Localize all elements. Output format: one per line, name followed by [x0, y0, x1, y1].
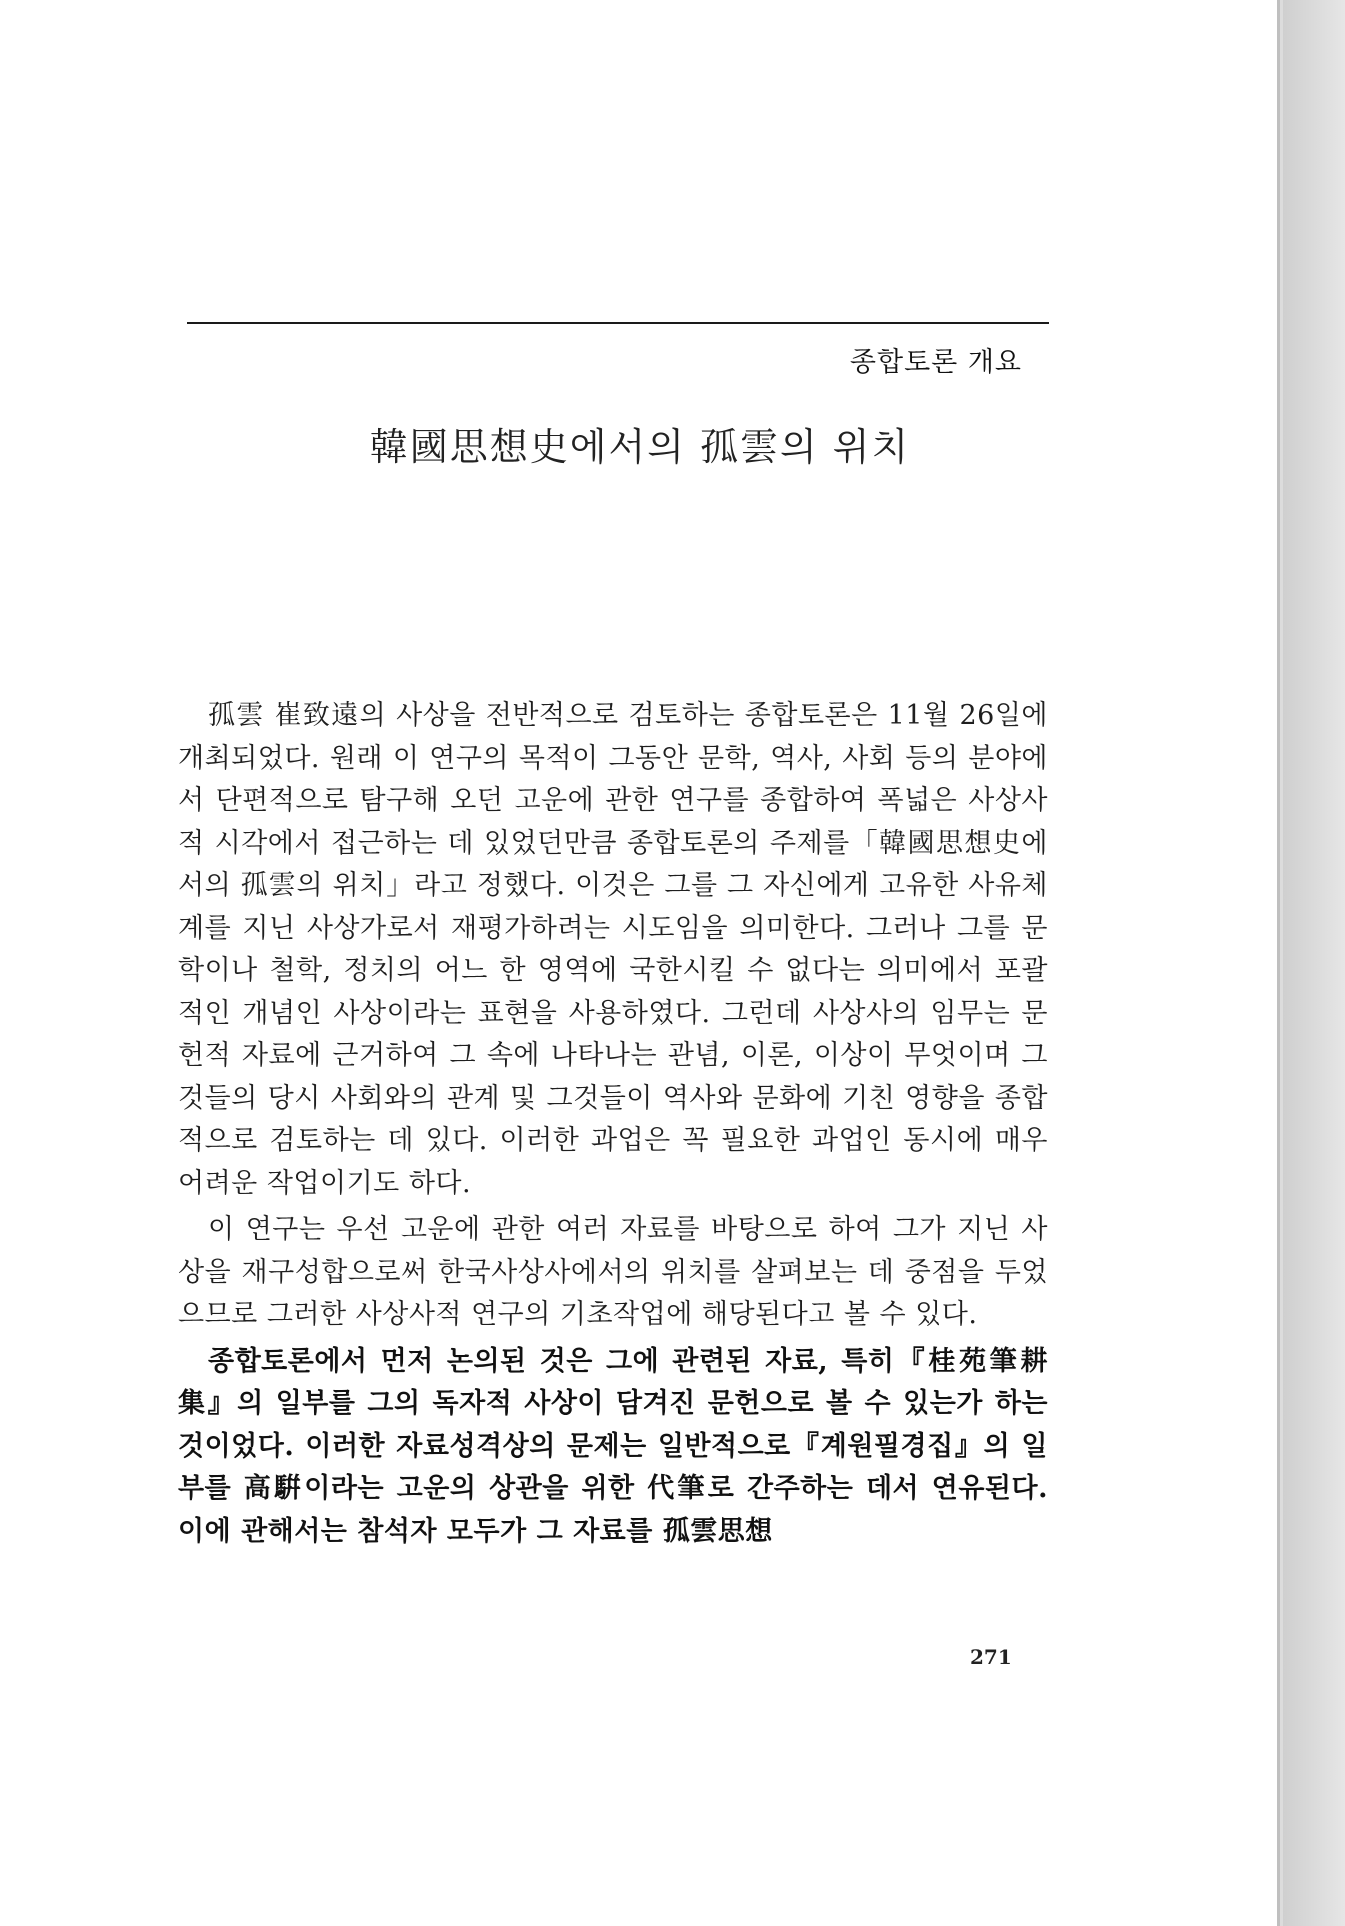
viewer-background — [1283, 0, 1345, 1926]
header-rule — [187, 322, 1049, 324]
running-head: 종합토론 개요 — [849, 347, 1022, 378]
body-text — [178, 695, 1048, 1553]
article-title: 韓國思想史에서의 孤雲의 위치 — [369, 425, 911, 469]
page-number: 271 — [970, 1645, 1012, 1669]
paragraph-1: 孤雲 崔致遠의 사상을 전반적으로 검토하는 종합토론은 11월 26일에 개최되었다. 원래 이 연구의 목적이 그동안 문학, 역사, 사회 등의 분야에서 단편적으로 탐구해 오던 고운에 관한 연구를 종합하여 폭넓은 사상사적 시각에서 접근하는 데 있었던만큼 종합토론의 주제를「韓國思想史에서의 孤雲의 위치」라고 정했다. 이것은 그를 그 자신에게 고유한 사유체계를 지닌 사상가로서 재평가하려는 시도임을 의미한다. 그러나 그를 문학이나 철학, 정치의 어느 한 영역에 국한시킬 수 없다는 의미에서 포괄적인 개념인 사상이라는 표현을 사용하였다. 그런데 사상사의 임무는 문헌적 자료에 근거하여 그 속에 나타나는 관념, 이론, 이상이 무엇이며 그것들의 당시 사회와의 관계 및 그것들이 역사와 문화에 기친 영향을 종합적으로 검토하는 데 있다. 이러한 과업은 꼭 필요한 과업인 동시에 매우 어려운 작업이기도 하다. — [178, 700, 1048, 1199]
paragraph-3: 종합토론에서 먼저 논의된 것은 그에 관련된 자료, 특히『桂苑筆耕集』의 일부를 그의 독자적 사상이 담겨진 문헌으로 볼 수 있는가 하는 것이었다. 이러한 자료성격상의 문제는 일반적으로『계원필경집』의 일부를 高騈이라는 고운의 상관을 위한 代筆로 간주하는 데서 연유된다. 이에 관해서는 참석자 모두가 그 자료를 孤雲思想 — [178, 1345, 1048, 1547]
paragraph-2: 이 연구는 우선 고운에 관한 여러 자료를 바탕으로 하여 그가 지닌 사상을 재구성합으로써 한국사상사에서의 위치를 살펴보는 데 중점을 두었으므로 그러한 사상사적 연구의 기초작업에 해당된다고 볼 수 있다. — [178, 1214, 1048, 1330]
